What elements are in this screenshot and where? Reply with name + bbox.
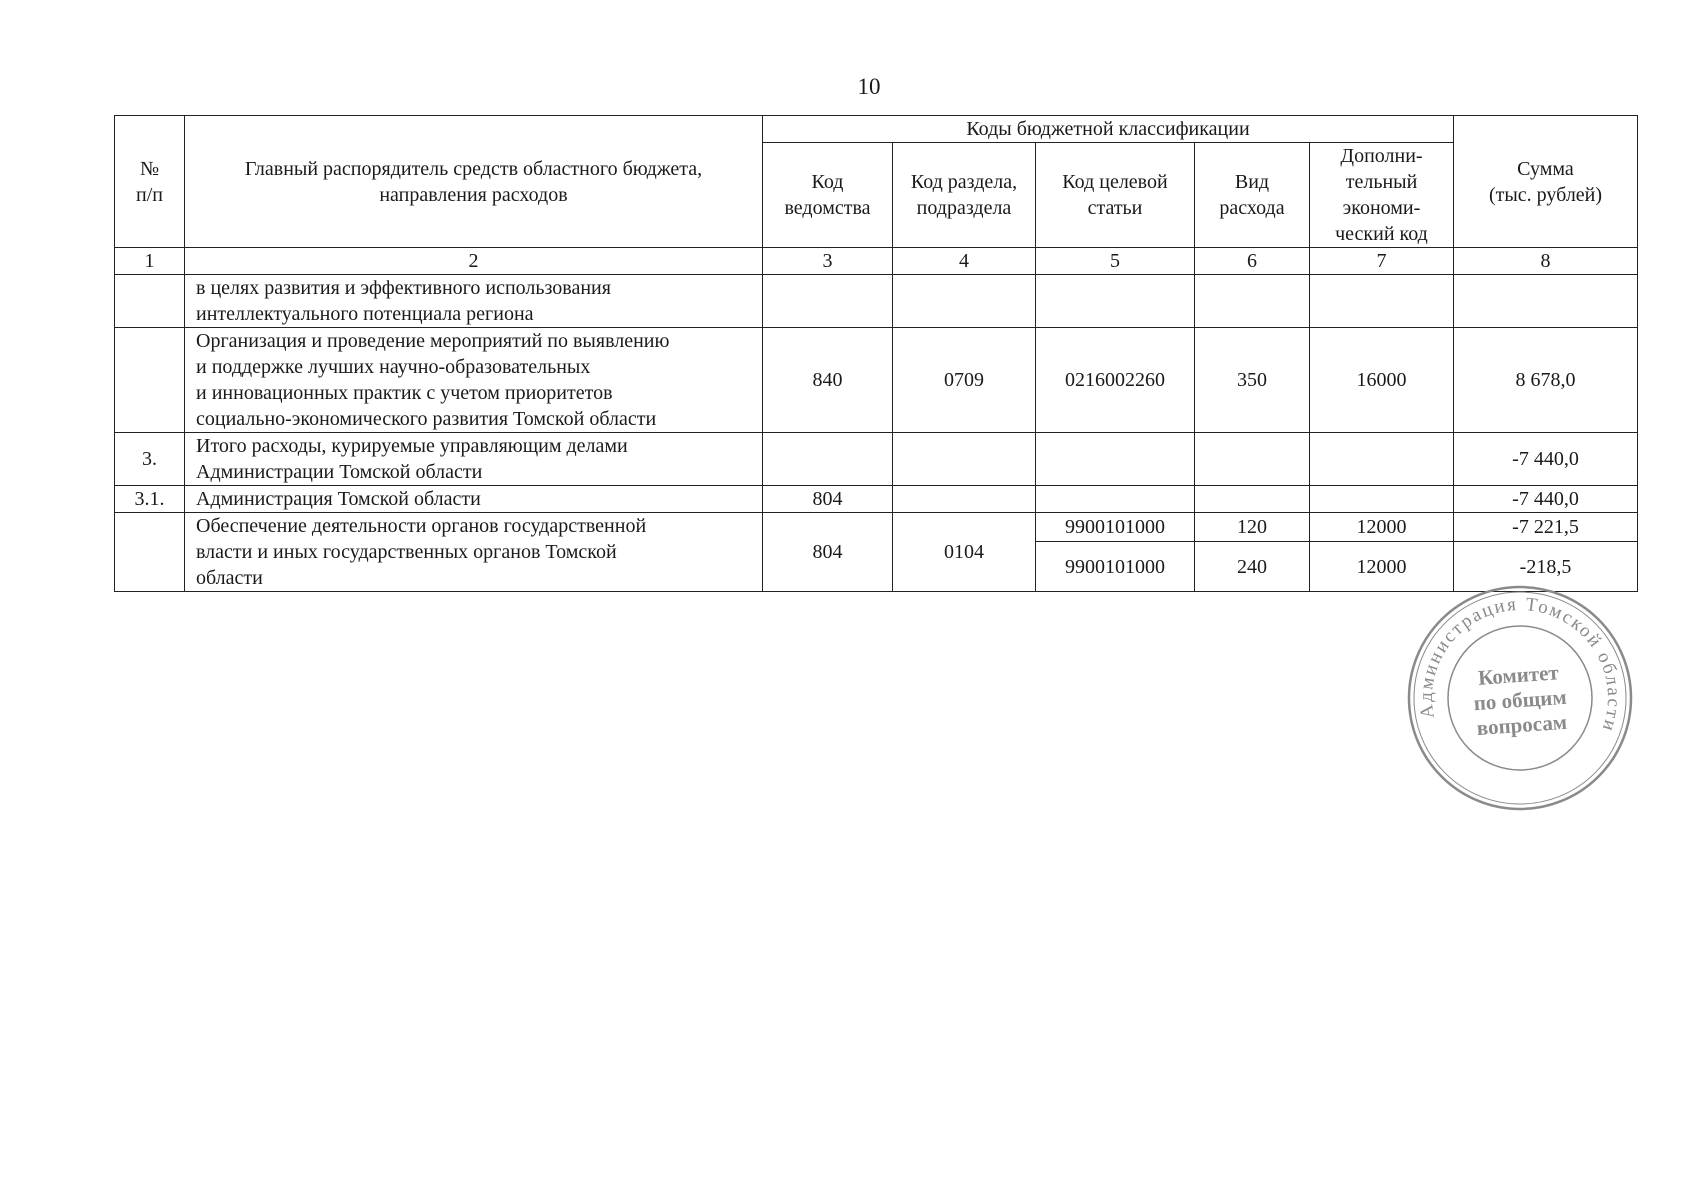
row-name: Организация и проведение мероприятий по выявлению и поддержке лучших научно-образовательных и инновационных практик с учетом приоритетов социально-экономического развития Томской области — [185, 328, 763, 433]
row-target — [1036, 486, 1195, 513]
column-number: 4 — [893, 248, 1036, 275]
row-section — [893, 486, 1036, 513]
row-num: 3.1. — [115, 486, 185, 513]
header-num: № п/п — [115, 116, 185, 248]
header-target: Код целевой статьи — [1036, 143, 1195, 248]
budget-table — [114, 115, 1638, 592]
official-seal-stamp — [1405, 583, 1635, 813]
column-numbers-row — [115, 248, 1638, 275]
row-type: 240 — [1195, 542, 1310, 592]
row-target — [1036, 275, 1195, 328]
row-target: 0216002260 — [1036, 328, 1195, 433]
row-section: 0709 — [893, 328, 1036, 433]
row-extra — [1310, 486, 1454, 513]
header-type: Вид расхода — [1195, 143, 1310, 248]
row-target: 9900101000 — [1036, 542, 1195, 592]
row-type: 120 — [1195, 513, 1310, 542]
row-sum — [1454, 275, 1638, 328]
column-number: 6 — [1195, 248, 1310, 275]
seal-center-line: Комитет — [1477, 660, 1560, 690]
row-type: 350 — [1195, 328, 1310, 433]
row-extra — [1310, 433, 1454, 486]
table-row — [115, 513, 1638, 542]
row-target — [1036, 433, 1195, 486]
row-type — [1195, 486, 1310, 513]
row-extra: 12000 — [1310, 513, 1454, 542]
row-section: 0104 — [893, 513, 1036, 592]
row-dept — [763, 275, 893, 328]
header-codes-group: Коды бюджетной классификации — [763, 116, 1454, 143]
row-sum: -7 440,0 — [1454, 433, 1638, 486]
column-number: 3 — [763, 248, 893, 275]
row-dept — [763, 433, 893, 486]
row-name: Итого расходы, курируемые управляющим делами Администрации Томской области — [185, 433, 763, 486]
table-row — [115, 275, 1638, 328]
row-type — [1195, 275, 1310, 328]
column-number: 8 — [1454, 248, 1638, 275]
column-number: 1 — [115, 248, 185, 275]
page-number: 10 — [857, 74, 881, 99]
row-name: Администрация Томской области — [185, 486, 763, 513]
row-extra: 16000 — [1310, 328, 1454, 433]
row-extra — [1310, 275, 1454, 328]
seal-ring-text: Администрация Томской области — [1415, 593, 1625, 736]
column-number: 2 — [185, 248, 763, 275]
row-num — [115, 275, 185, 328]
table-row — [115, 486, 1638, 513]
seal-center-line: по общим — [1472, 684, 1568, 716]
row-target: 9900101000 — [1036, 513, 1195, 542]
row-sum: 8 678,0 — [1454, 328, 1638, 433]
header-dept: Код ведомства — [763, 143, 893, 248]
column-number: 5 — [1036, 248, 1195, 275]
header-name: Главный распорядитель средств областного бюджета, направления расходов — [185, 116, 763, 248]
header-section: Код раздела, подраздела — [893, 143, 1036, 248]
row-section — [893, 275, 1036, 328]
row-dept: 840 — [763, 328, 893, 433]
row-num: 3. — [115, 433, 185, 486]
row-dept: 804 — [763, 486, 893, 513]
row-name: в целях развития и эффективного использования интеллектуального потенциала региона — [185, 275, 763, 328]
seal-center-line: вопросам — [1475, 709, 1568, 741]
row-sum: -7 221,5 — [1454, 513, 1638, 542]
header-sum: Сумма (тыс. рублей) — [1454, 116, 1638, 248]
row-num — [115, 328, 185, 433]
row-num — [115, 513, 185, 592]
header-extra: Дополни- тельный экономи- ческий код — [1310, 143, 1454, 248]
table-row — [115, 328, 1638, 433]
row-extra: 12000 — [1310, 542, 1454, 592]
row-section — [893, 433, 1036, 486]
row-dept: 804 — [763, 513, 893, 592]
row-type — [1195, 433, 1310, 486]
row-sum: -218,5 — [1454, 542, 1638, 592]
row-name: Обеспечение деятельности органов государственной власти и иных государственных органов Томской области — [185, 513, 763, 592]
row-sum: -7 440,0 — [1454, 486, 1638, 513]
table-row — [115, 433, 1638, 486]
column-number: 7 — [1310, 248, 1454, 275]
